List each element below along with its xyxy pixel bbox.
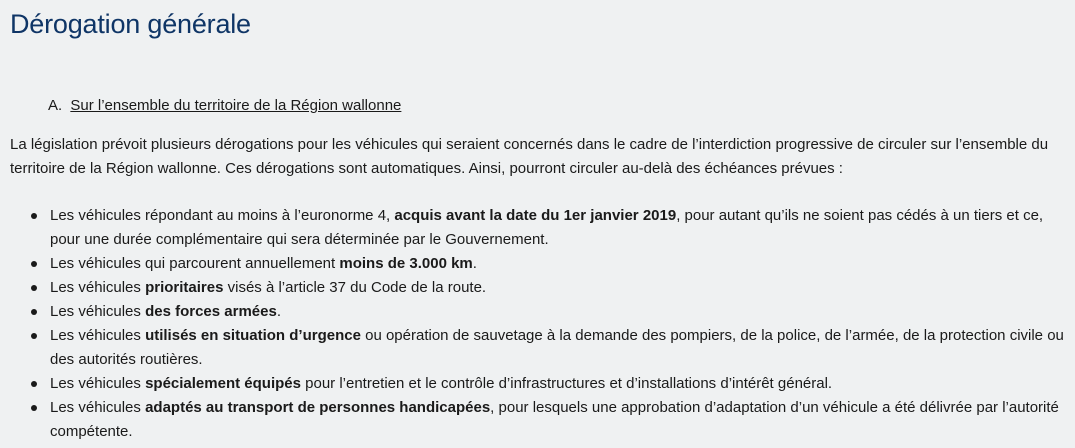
item-text: Les véhicules	[50, 375, 146, 392]
item-bold: prioritaires	[145, 279, 224, 296]
item-text: Les véhicules	[50, 327, 146, 344]
list-item	[50, 204, 1065, 252]
list-item	[50, 372, 1065, 396]
item-text: pour l’entretien et le contrôle d’infrastructures et d’installations d’intérêt général.	[300, 375, 833, 392]
list-item	[50, 300, 1065, 324]
list-item	[50, 324, 1065, 372]
item-text: ou opération de sauvetage à la demande des pompiers, de la police, de l’armée, de la protection civile ou des autorités routières.	[50, 327, 1064, 368]
item-bold: acquis avant la date du 1er janvier 2019	[394, 207, 677, 224]
item-text: Les véhicules	[50, 279, 146, 296]
list-item	[50, 396, 1065, 444]
intro-paragraph: La législation prévoit plusieurs dérogations pour les véhicules qui seraient concernés dans le cadre de l’interdiction progressive de circuler sur l’ensemble du territoire de la Région wallonne. Ces dérogations sont automatiques. Ainsi, pourront circuler au-delà des échéances prévues :	[10, 136, 1049, 177]
section-letter: A.	[48, 97, 63, 114]
item-bold: utilisés en situation d’urgence	[145, 327, 361, 344]
item-bold: moins de 3.000 km	[339, 255, 473, 272]
item-text: Les véhicules	[50, 303, 146, 320]
section-heading	[48, 96, 1065, 116]
item-text: .	[472, 255, 477, 272]
list-item	[50, 252, 1065, 276]
item-text: Les véhicules	[50, 399, 146, 416]
item-text: .	[276, 303, 281, 320]
section-link[interactable]: Sur l’ensemble du territoire de la Région wallonne	[70, 97, 402, 114]
derogation-list	[10, 204, 1065, 444]
item-text: Les véhicules qui parcourent annuellement	[50, 255, 340, 272]
item-bold: spécialement équipés	[145, 375, 301, 392]
item-text: Les véhicules répondant au moins à l’euronorme 4,	[50, 207, 395, 224]
item-bold: des forces armées	[145, 303, 277, 320]
item-text: , pour autant qu’ils ne soient pas cédés à un tiers et ce, pour une durée complémentaire qui sera déterminée par le Gouvernement.	[50, 207, 1044, 248]
item-text: visés à l’article 37 du Code de la route.	[223, 279, 487, 296]
list-item	[50, 276, 1065, 300]
item-text: , pour lesquels une approbation d’adaptation d’un véhicule a été délivrée par l’autorité compétente.	[50, 399, 1059, 440]
item-bold: adaptés au transport de personnes handicapées	[145, 399, 491, 416]
page-title: Dérogation générale	[10, 9, 251, 39]
